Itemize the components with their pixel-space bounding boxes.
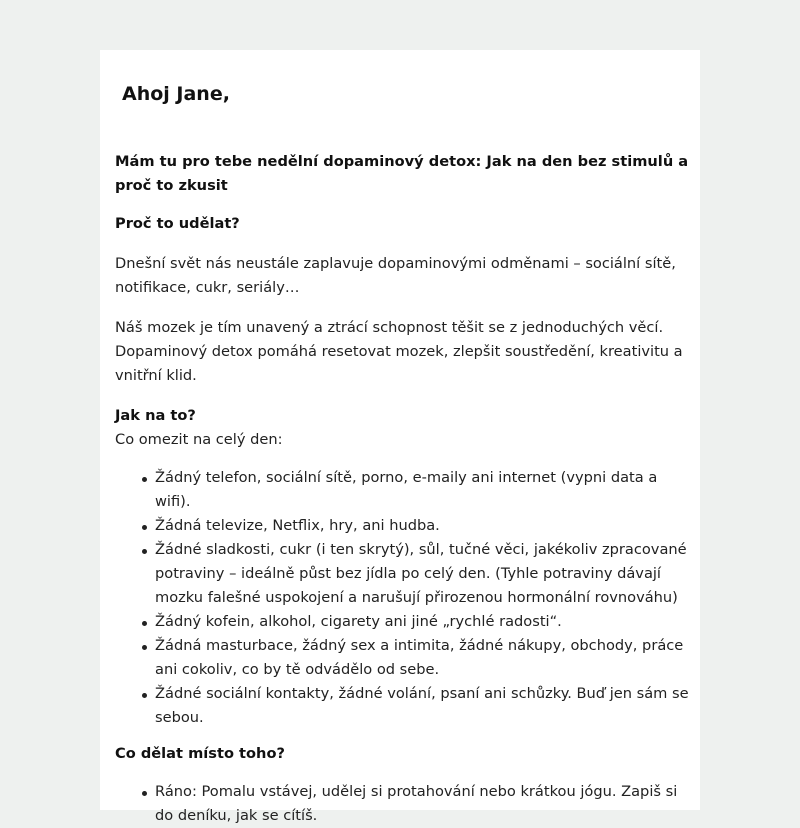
- list-item: [155, 466, 690, 514]
- bullet-icon: [142, 621, 147, 626]
- why-paragraph-1: Dnešní svět nás neustále zaplavuje dopaminovými odměnami – sociální sítě, notifikace, cukr, seriály…: [115, 255, 676, 296]
- how-heading: Jak na to?: [115, 407, 196, 424]
- bullet-icon: [142, 525, 147, 530]
- list-item-text: Žádné sladkosti, cukr (i ten skrytý), sůl, tučné věci, jakékoliv zpracované potraviny – ideálně půst bez jídla po celý den. (Tyhle potraviny dávají mozku falešné uspokojení a narušují přirozenou hormonální rovnováhu): [155, 541, 687, 606]
- list-item-text: Žádná masturbace, žádný sex a intimita, žádné nákupy, obchody, práce ani cokoliv, co by tě odvádělo od sebe.: [155, 637, 684, 678]
- bullet-icon: [142, 477, 147, 482]
- list-item: [155, 610, 690, 634]
- email-headline: Mám tu pro tebe nedělní dopaminový detox: Jak na den bez stimulů a proč to zkusit: [115, 153, 689, 194]
- list-item: [155, 538, 690, 610]
- bullet-icon: [142, 791, 147, 796]
- why-heading: Proč to udělat?: [115, 215, 240, 232]
- instead-heading: Co dělat místo toho?: [115, 745, 285, 762]
- list-item: [155, 514, 690, 538]
- bullet-icon: [142, 645, 147, 650]
- bullet-icon: [142, 693, 147, 698]
- list-item: [155, 682, 690, 730]
- list-item-text: Ráno: Pomalu vstávej, udělej si protahování nebo krátkou jógu. Zapiš si do deníku, jak se cítíš.: [155, 783, 678, 824]
- list-item-text: Žádný telefon, sociální sítě, porno, e-maily ani internet (vypni data a wifi).: [155, 469, 658, 510]
- list-item-text: Žádné sociální kontakty, žádné volání, psaní ani schůzky. Buď jen sám se sebou.: [155, 685, 689, 726]
- email-body: [115, 150, 690, 828]
- instead-list: [115, 780, 690, 828]
- greeting: Ahoj Jane,: [122, 83, 230, 105]
- list-item: [155, 780, 690, 828]
- list-item: [155, 634, 690, 682]
- list-item-text: Žádná televize, Netflix, hry, ani hudba.: [155, 517, 440, 534]
- how-intro: Co omezit na celý den:: [115, 431, 283, 448]
- list-item-text: Žádný kofein, alkohol, cigarety ani jiné „rychlé radosti“.: [155, 613, 562, 630]
- restrictions-list: [115, 466, 690, 730]
- bullet-icon: [142, 549, 147, 554]
- why-paragraph-2: Náš mozek je tím unavený a ztrácí schopnost těšit se z jednoduchých věcí. Dopaminový detox pomáhá resetovat mozek, zlepšit soustředění, kreativitu a vnitřní klid.: [115, 319, 683, 384]
- email-card: [100, 50, 700, 824]
